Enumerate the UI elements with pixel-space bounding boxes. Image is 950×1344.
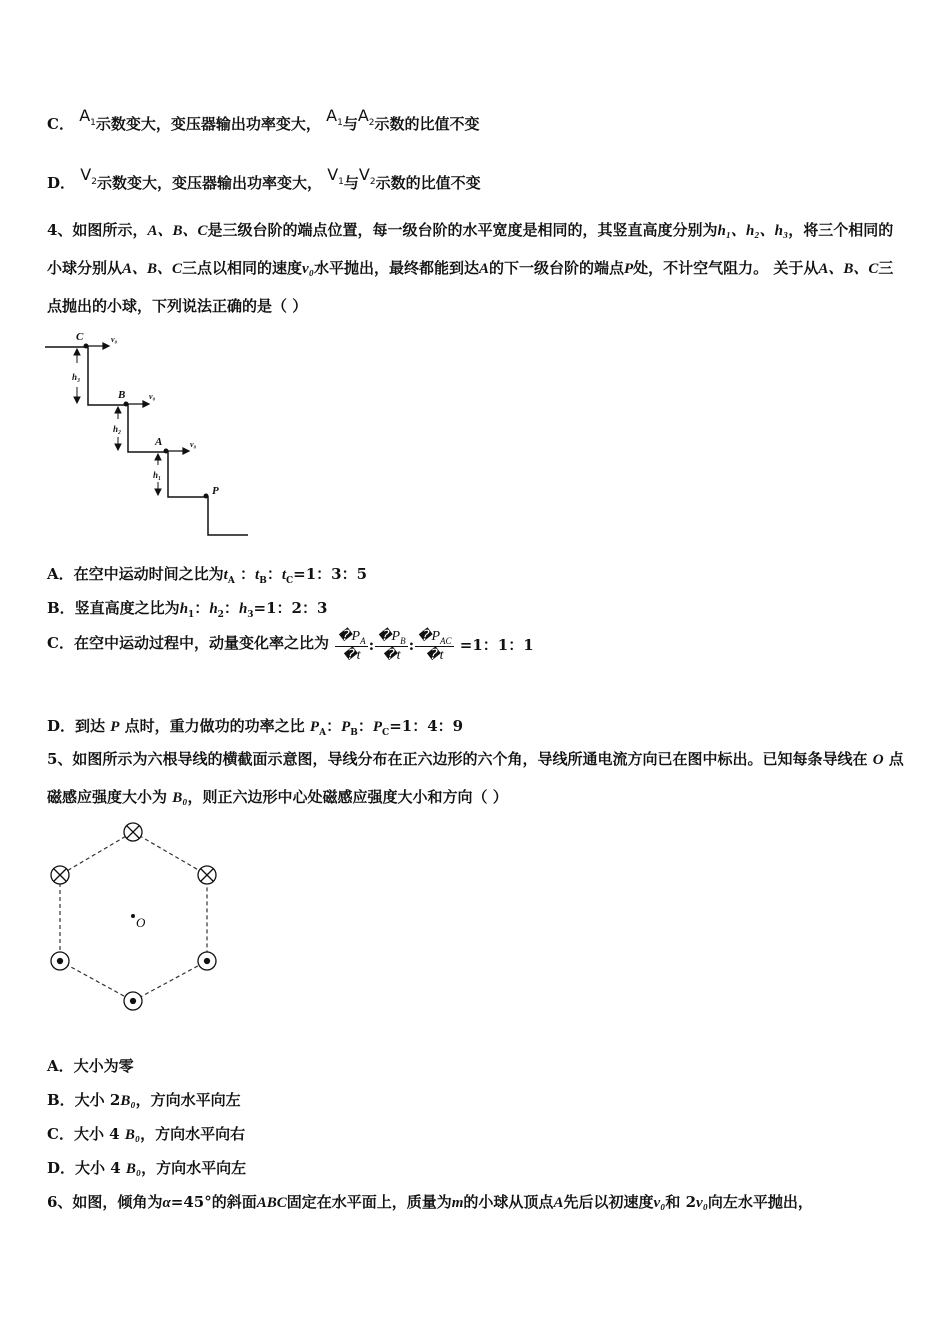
q5-option-a: A．大小为零 <box>47 1057 134 1075</box>
label-a: A <box>155 436 163 448</box>
wire-out-of-page-icon <box>124 992 142 1010</box>
fraction-pb: $\frac{�P_B}{�t}$ <box>377 629 406 663</box>
q5-option-c: C．大小 4 B₀，方向水平向右 <box>47 1125 246 1143</box>
label-b: B <box>118 389 126 401</box>
fraction-pa: $\frac{�P_A}{�t}$ <box>337 629 366 663</box>
label-c: C <box>76 331 84 343</box>
voltmeter-v2-symbol: $V_2$ <box>80 165 97 188</box>
q4-option-b: B．竖直高度之比为$h_1$：$h_2$：$h_3=1$：2：3 <box>47 599 328 620</box>
staircase-figure <box>40 325 255 540</box>
ammeter-a2-symbol: $A_2$ <box>357 106 375 129</box>
q4-option-a: A．在空中运动时间之比为$t_A$ ：$t_B$：$t_C=1$：3：5 <box>47 565 368 586</box>
q6-question-stem: 6、如图，倾角为α=45°的斜面ABC固定在水平面上，质量为m的小球从顶点A先后以初速度v₀和 2v₀向左水平抛出， <box>47 1193 813 1211</box>
point-p <box>204 494 209 499</box>
wire-out-of-page-icon <box>198 952 216 970</box>
wire-into-page-icon <box>124 823 142 841</box>
voltmeter-v1-symbol: $V_1$ <box>327 165 344 188</box>
q4-option-d: D．到达 P 点时，重力做功的功率之比 $P_A$：$P_B$：$P_C=1$：4：9 <box>47 717 464 738</box>
label-v0: v₀ <box>190 440 197 449</box>
label-h3: h₃ <box>72 372 81 382</box>
label-p: P <box>212 485 219 497</box>
voltmeter-v2-symbol: $V_2$ <box>358 165 376 188</box>
ammeter-a1-symbol: $A_1$ <box>79 106 96 129</box>
wire-into-page-icon <box>198 866 216 884</box>
q3-option-c: C． $A_1$示数变大，变压器输出功率变大， $A_1$与$A_2$示数的比值不变 <box>47 106 480 133</box>
q5-option-d: D．大小 4 B₀，方向水平向左 <box>47 1159 247 1177</box>
label-v0: v₀ <box>149 392 156 401</box>
label-h2: h₂ <box>113 424 122 434</box>
wire-into-page-icon <box>51 866 69 884</box>
hexagon-figure <box>40 815 230 1020</box>
center-point <box>131 914 135 918</box>
label-h1: h₁ <box>153 470 162 480</box>
label-o: O <box>136 915 146 930</box>
wire-out-of-page-icon <box>51 952 69 970</box>
q5-question-stem: 5、如图所示为六根导线的横截面示意图，导线分布在正六边形的六个角，导线所通电流方向已在图中标出。已知每条导线在 O 点磁感应强度大小为 B₀，则正六边形中心处磁感应强度大小和方向（ ） <box>47 750 904 806</box>
ammeter-a1-symbol: $A_1$ <box>326 106 343 129</box>
q4-question-stem: 4、如图所示，A、B、C是三级台阶的端点位置，每一级台阶的水平宽度是相同的，其竖直高度分别为h₁、h₂、h₃，将三个相同的小球分别从A、B、C三点以相同的速度v₀水平抛出，最终都能到达A的下一级台阶的端点P处，不计空气阻力。 关于从A、B、C三点抛出的小球，下列说法正确的是（ ） <box>47 221 894 315</box>
label-v0: v₀ <box>111 335 118 344</box>
q4-option-c: C．在空中运动过程中，动量变化率之比为 $\frac{�P_A}{�t}$ : $\frac{�P_B}{�t}$ : $\frac{�P_{AC}}{�t}$ =1：1：1 <box>47 629 534 663</box>
q3-option-d: D． $V_2$示数变大，变压器输出功率变大， $V_1$与$V_2$示数的比值不变 <box>47 165 481 192</box>
fraction-pac: $\frac{�P_{AC}}{�t}$ <box>417 629 452 663</box>
q5-option-b: B．大小 2B₀，方向水平向左 <box>47 1091 241 1109</box>
